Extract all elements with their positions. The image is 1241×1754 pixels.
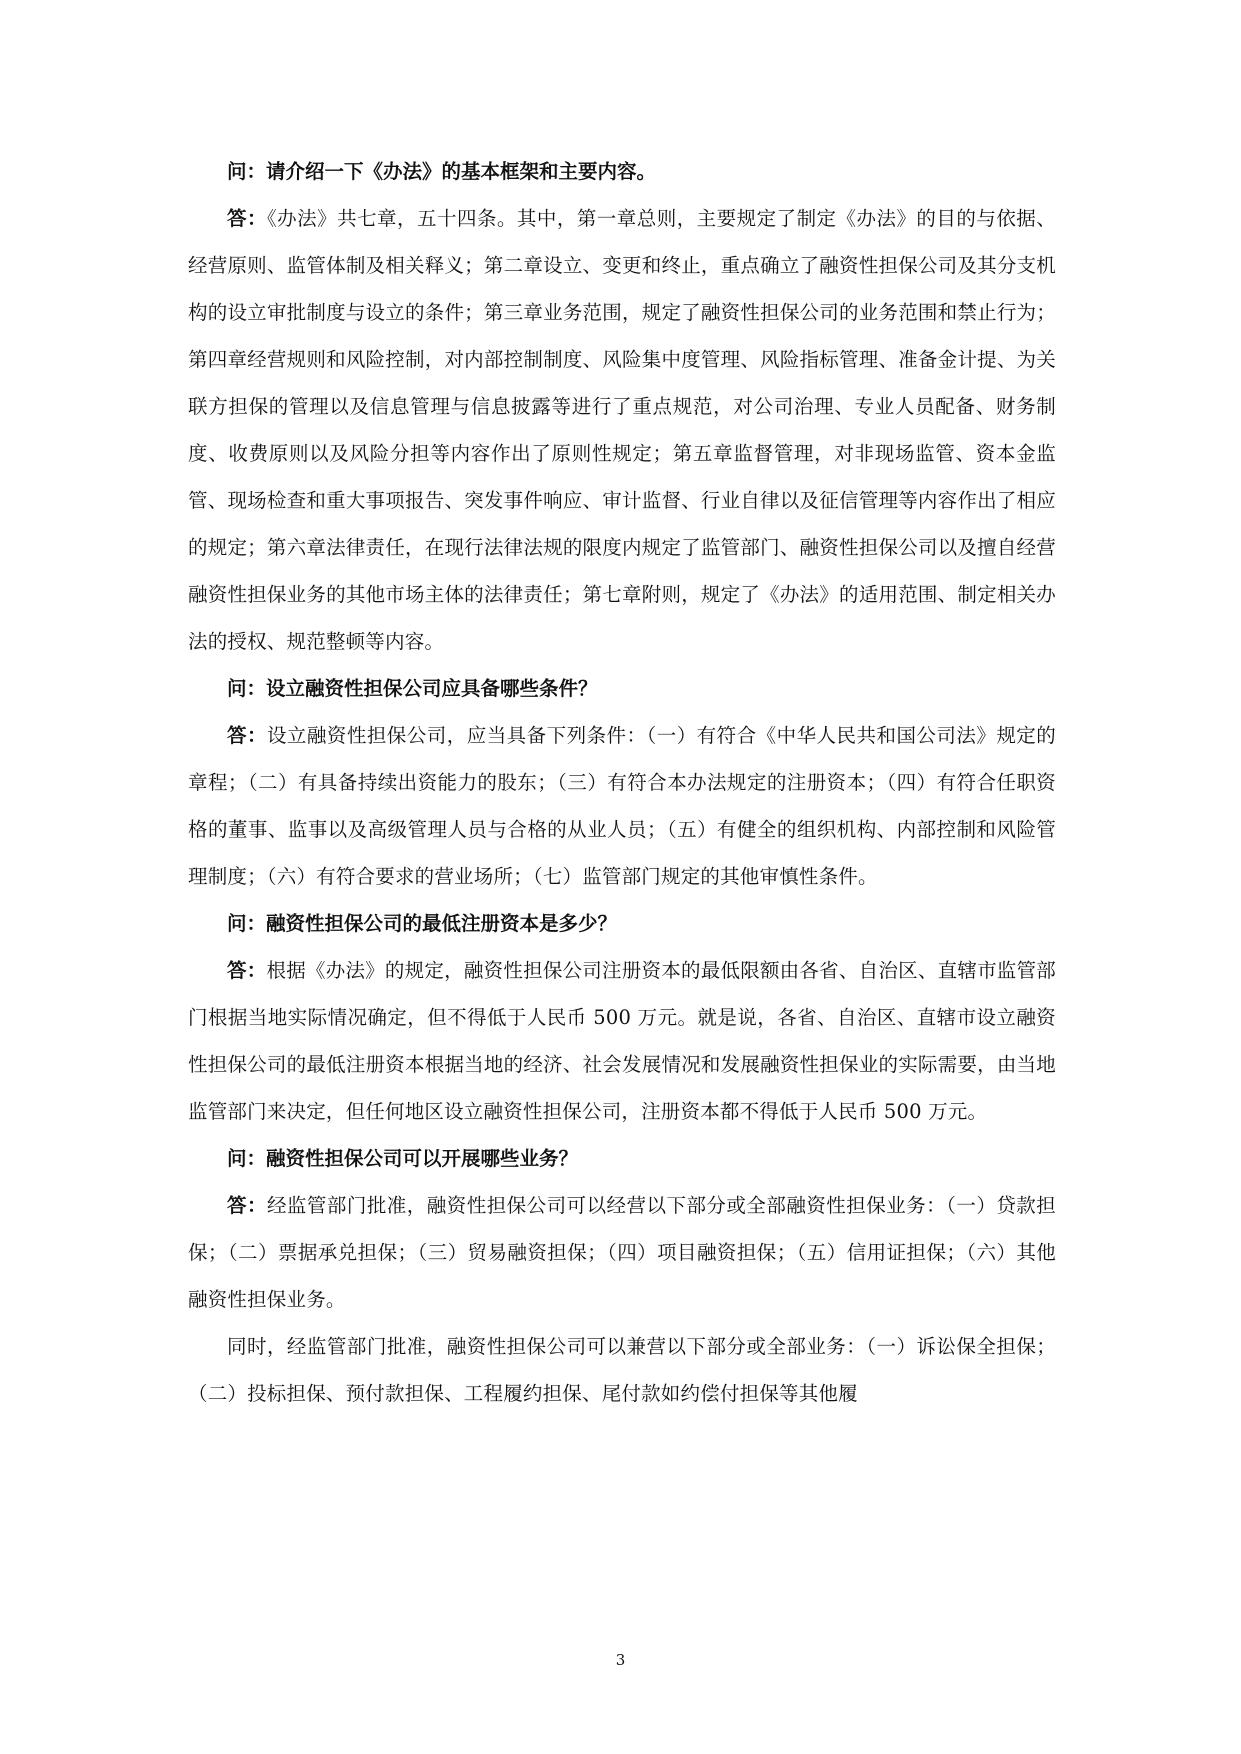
answer-label: 答： [227, 207, 267, 230]
answer-3-text: 根据《办法》的规定，融资性担保公司注册资本的最低限额由各省、自治区、直辖市监管部门根据当地实际情况确定，但不得低于人民币 500 万元。就是说，各省、自治区、直辖市设立融资性担保公司的最低注册资本根据当地的经济、社会发展情况和发展融资性担保业的实际需要，由当地监管部门来决定，但任何地区设立融资性担保公司，注册资本都不得低于人民币 500 万元。 [188, 959, 1056, 1123]
answer-4-continued: 同时，经监管部门批准，融资性担保公司可以兼营以下部分或全部业务：（一）诉讼保全担保；（二）投标担保、预付款担保、工程履约担保、尾付款如约偿付担保等其他履 [188, 1335, 1056, 1405]
question-3: 问：融资性担保公司的最低注册资本是多少？ [227, 912, 618, 935]
answer-4-text: 经监管部门批准，融资性担保公司可以经营以下部分或全部融资性担保业务：（一）贷款担保；（二）票据承兑担保；（三）贸易融资担保；（四）项目融资担保；（五）信用证担保；（六）其他融资性担保业务。 [188, 1194, 1056, 1311]
document-page [188, 148, 1056, 1668]
answer-1-text: 《办法》共七章，五十四条。其中，第一章总则，主要规定了制定《办法》的目的与依据、经营原则、监管体制及相关释义；第二章设立、变更和终止，重点确立了融资性担保公司及其分支机构的设立审批制度与设立的条件；第三章业务范围，规定了融资性担保公司的业务范围和禁止行为；第四章经营规则和风险控制，对内部控制制度、风险集中度管理、风险指标管理、准备金计提、为关联方担保的管理以及信息管理与信息披露等进行了重点规范，对公司治理、专业人员配备、财务制度、收费原则以及风险分担等内容作出了原则性规定；第五章监督管理，对非现场监管、资本金监管、现场检查和重大事项报告、突发事件响应、审计监督、行业自律以及征信管理等内容作出了相应的规定；第六章法律责任，在现行法律法规的限度内规定了监管部门、融资性担保公司以及擅自经营融资性担保业务的其他市场主体的法律责任；第七章附则，规定了《办法》的适用范围、制定相关办法的授权、规范整顿等内容。 [188, 207, 1056, 653]
answer-2 [188, 712, 1056, 900]
question-4: 问：融资性担保公司可以开展哪些业务？ [227, 1147, 579, 1170]
page-number: 3 [615, 1651, 626, 1669]
answer-1 [188, 195, 1056, 665]
answer-label: 答： [227, 959, 267, 982]
answer-3 [188, 947, 1056, 1135]
answer-4 [188, 1182, 1056, 1323]
answer-label: 答： [227, 1194, 267, 1217]
question-1: 问：请介绍一下《办法》的基本框架和主要内容。 [227, 160, 657, 183]
answer-2-text: 设立融资性担保公司，应当具备下列条件：（一）有符合《中华人民共和国公司法》规定的章程；（二）有具备持续出资能力的股东；（三）有符合本办法规定的注册资本；（四）有符合任职资格的董事、监事以及高级管理人员与合格的从业人员；（五）有健全的组织机构、内部控制和风险管理制度；（六）有符合要求的营业场所；（七）监管部门规定的其他审慎性条件。 [188, 724, 1056, 888]
question-2: 问：设立融资性担保公司应具备哪些条件？ [227, 677, 598, 700]
answer-label: 答： [227, 724, 267, 747]
